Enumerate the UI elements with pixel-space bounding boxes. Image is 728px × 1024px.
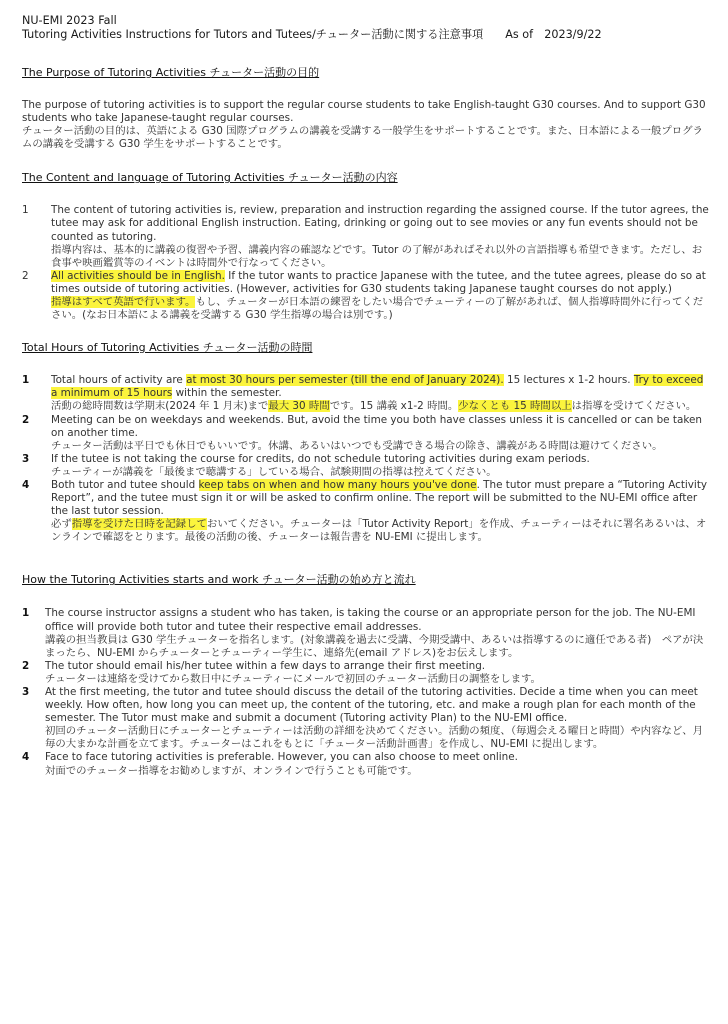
- purpose-en: The purpose of tutoring activities is to support the regular course students to take English-taught G30 courses. And to support G30 students who take Japanese-taught regular courses.: [22, 99, 706, 125]
- section-title-start: How the Tutoring Activities starts and work チューター活動の始め方と流れ: [22, 573, 416, 587]
- highlight-text: keep tabs on when and how many hours you've done: [198, 478, 477, 491]
- item-ja: 対面でのチューター指導をお勧めしますが、オンラインで行うことも可能です。: [45, 764, 418, 777]
- section-title-purpose: The Purpose of Tutoring Activities チューター活動の目的: [22, 66, 320, 79]
- item-en: Face to face tutoring activities is preferable. However, you can also choose to meet online.: [45, 751, 518, 764]
- item-number: 1: [22, 607, 30, 620]
- item-ja: 活動の総時間数は学期末(2024 年 1 月末)まで最大 30 時間です。15 講義 x1-2 時間。少なくとも 15 時間以上は指導を受けてください。: [51, 400, 697, 413]
- item-en: Meeting can be on weekdays and weekends. But, avoid the time you both have classes unless it is cancelled or can be taken on another time.: [51, 413, 702, 439]
- item-number: 2: [22, 269, 29, 282]
- doc-title: Tutoring Activities Instructions for Tutors and Tutees/チューター活動に関する注意事項: [22, 28, 484, 41]
- section-title-content: The Content and language of Tutoring Activities チューター活動の内容: [22, 171, 398, 185]
- list-item: [22, 204, 712, 269]
- list-item: [22, 686, 712, 751]
- item-number: 4: [22, 478, 30, 491]
- purpose-body: [22, 99, 712, 151]
- item-en: All activities should be in English. If the tutor wants to practice Japanese with the tutee, and the tutee agrees, please do so at times outside of tutoring activities. (However, activities for G30 students taking Japanese taught courses do not apply.): [51, 269, 706, 295]
- highlight-text: Try to exceed a minimum of 15 hours: [51, 374, 704, 400]
- item-en: At the first meeting, the tutor and tutee should discuss the detail of the tutoring activities. Decide a time when you can meet weekly. How often, how long you can meet up, the content of the tutoring, etc. and make a rough plan for each month of the semester. The Tutor must make and submit a document (Tutoring activity Plan) to the NU-EMI office.: [45, 686, 698, 725]
- item-en: Both tutor and tutee should keep tabs on when and how many hours you've done. The tutor must prepare a “Tutoring Activity Report”, and the tutee must sign it or will be asked to confirm online. The report will be submitted to the NU-EMI office after the last tutor session.: [51, 478, 708, 518]
- document-page: [22, 14, 712, 778]
- item-number: 3: [22, 452, 30, 465]
- item-ja: 必ず指導を受けた日時を記録しておいてください。チューターは「Tutor Activity Report」を作成、チューティーはそれに署名あるいは、オンラインで確認をとります。最後の活動の後、チューターは報告書を NU-EMI に提出します。: [51, 518, 707, 544]
- item-number: 1: [22, 204, 29, 217]
- list-item: [22, 453, 712, 479]
- highlight-text: 指導を受けた日時を記録して: [71, 518, 207, 531]
- doc-title-line: [22, 28, 712, 42]
- item-en: The content of tutoring activities is, review, preparation and instruction regarding the assigned course. If the tutor agrees, the tutee may ask for additional English instruction. Eating, drinking or going out to see movies or any fun events should not be counted as tutoring.: [51, 204, 709, 243]
- list-item: [22, 660, 712, 686]
- section-title-hours: Total Hours of Tutoring Activities チューター活動の時間: [22, 341, 313, 355]
- highlight-text: 指導はすべて英語で行います。: [51, 296, 196, 309]
- item-ja: チューティーが講義を「最後まで聴講する」している場合、試験期間の指導は控えてください。: [51, 465, 497, 478]
- list-item: [22, 374, 712, 413]
- list-item: [22, 479, 712, 544]
- hours-list: [22, 374, 712, 544]
- list-item: [22, 270, 712, 322]
- list-item: [22, 751, 712, 777]
- content-list: [22, 204, 712, 322]
- item-ja: 指導はすべて英語で行います。もし、チューターが日本語の練習をしたい場合でチューティーの了解があれば、個人指導時間外に行ってください。(なお日本語による講義を受講する G30 学生指導の場合は別です。): [51, 296, 704, 322]
- as-of-date: As of 2023/9/22: [505, 28, 602, 41]
- item-ja: 初回のチューター活動日にチューターとチューティーは活動の詳細を決めてください。活動の頻度、（毎週会える曜日と時間）や内容など、月毎の大まかな計画を立てます。チューターはこれをもとに「チューター活動計画書」を作成し、NU-EMI に提出します。: [45, 725, 704, 751]
- item-number: 2: [22, 413, 30, 426]
- start-list: [22, 607, 712, 777]
- program-term: NU-EMI 2023 Fall: [22, 14, 117, 27]
- highlight-text: All activities should be in English.: [51, 269, 225, 282]
- highlight-text: 最大 30 時間: [268, 400, 330, 413]
- list-item: [22, 414, 712, 453]
- item-ja: 講義の担当教員は G30 学生チューターを指名します。(対象講義を過去に受講、今期受講中、あるいは指導するのに適任である者) ペアが決まったら、NU-EMI からチューターとチューティー学生に、連絡先(email アドレス)をお伝えします。: [45, 633, 704, 659]
- item-en: If the tutee is not taking the course for credits, do not schedule tutoring activities during exam periods.: [51, 452, 590, 465]
- item-number: 2: [22, 659, 30, 672]
- item-number: 4: [22, 751, 30, 764]
- doc-header: [22, 14, 712, 42]
- highlight-text: at most 30 hours per semester (till the end of January 2024).: [186, 374, 504, 387]
- item-ja: 指導内容は、基本的に講義の復習や予習、講義内容の確認などです。Tutor の了解があればそれ以外の言語指導も希望できます。ただし、お食事や映画鑑賞等のイベントは時間外で行なってください。: [51, 243, 703, 269]
- item-ja: チューター活動は平日でも休日でもいいです。休講、あるいはいつでも受講できる場合の除き、講義がある時間は避けてください。: [51, 439, 663, 452]
- purpose-ja: チューター活動の目的は、英語による G30 国際プログラムの講義を受講する一般学生をサポートすることです。また、日本語による一般プログラムの講義を受講する G30 学生をサポートすることです。: [22, 125, 703, 151]
- list-item: [22, 607, 712, 659]
- highlight-text: 少なくとも 15 時間以上: [458, 400, 572, 413]
- item-en: Total hours of activity are at most 30 hours per semester (till the end of January 2024). 15 lectures x 1-2 hours. Try to exceed a minimum of 15 hours within the semester.: [51, 374, 704, 400]
- item-en: The tutor should email his/her tutee within a few days to arrange their first meeting.: [45, 659, 486, 672]
- item-ja: チューターは連絡を受けてから数日中にチューティーにメールで初回のチューター活動日の調整をします。: [45, 672, 541, 685]
- item-number: 3: [22, 686, 30, 698]
- item-en: The course instructor assigns a student who has taken, is taking the course or an appropriate person for the job. The NU-EMI office will provide both tutor and tutee their respective email addresses.: [45, 607, 696, 633]
- item-number: 1: [22, 374, 30, 387]
